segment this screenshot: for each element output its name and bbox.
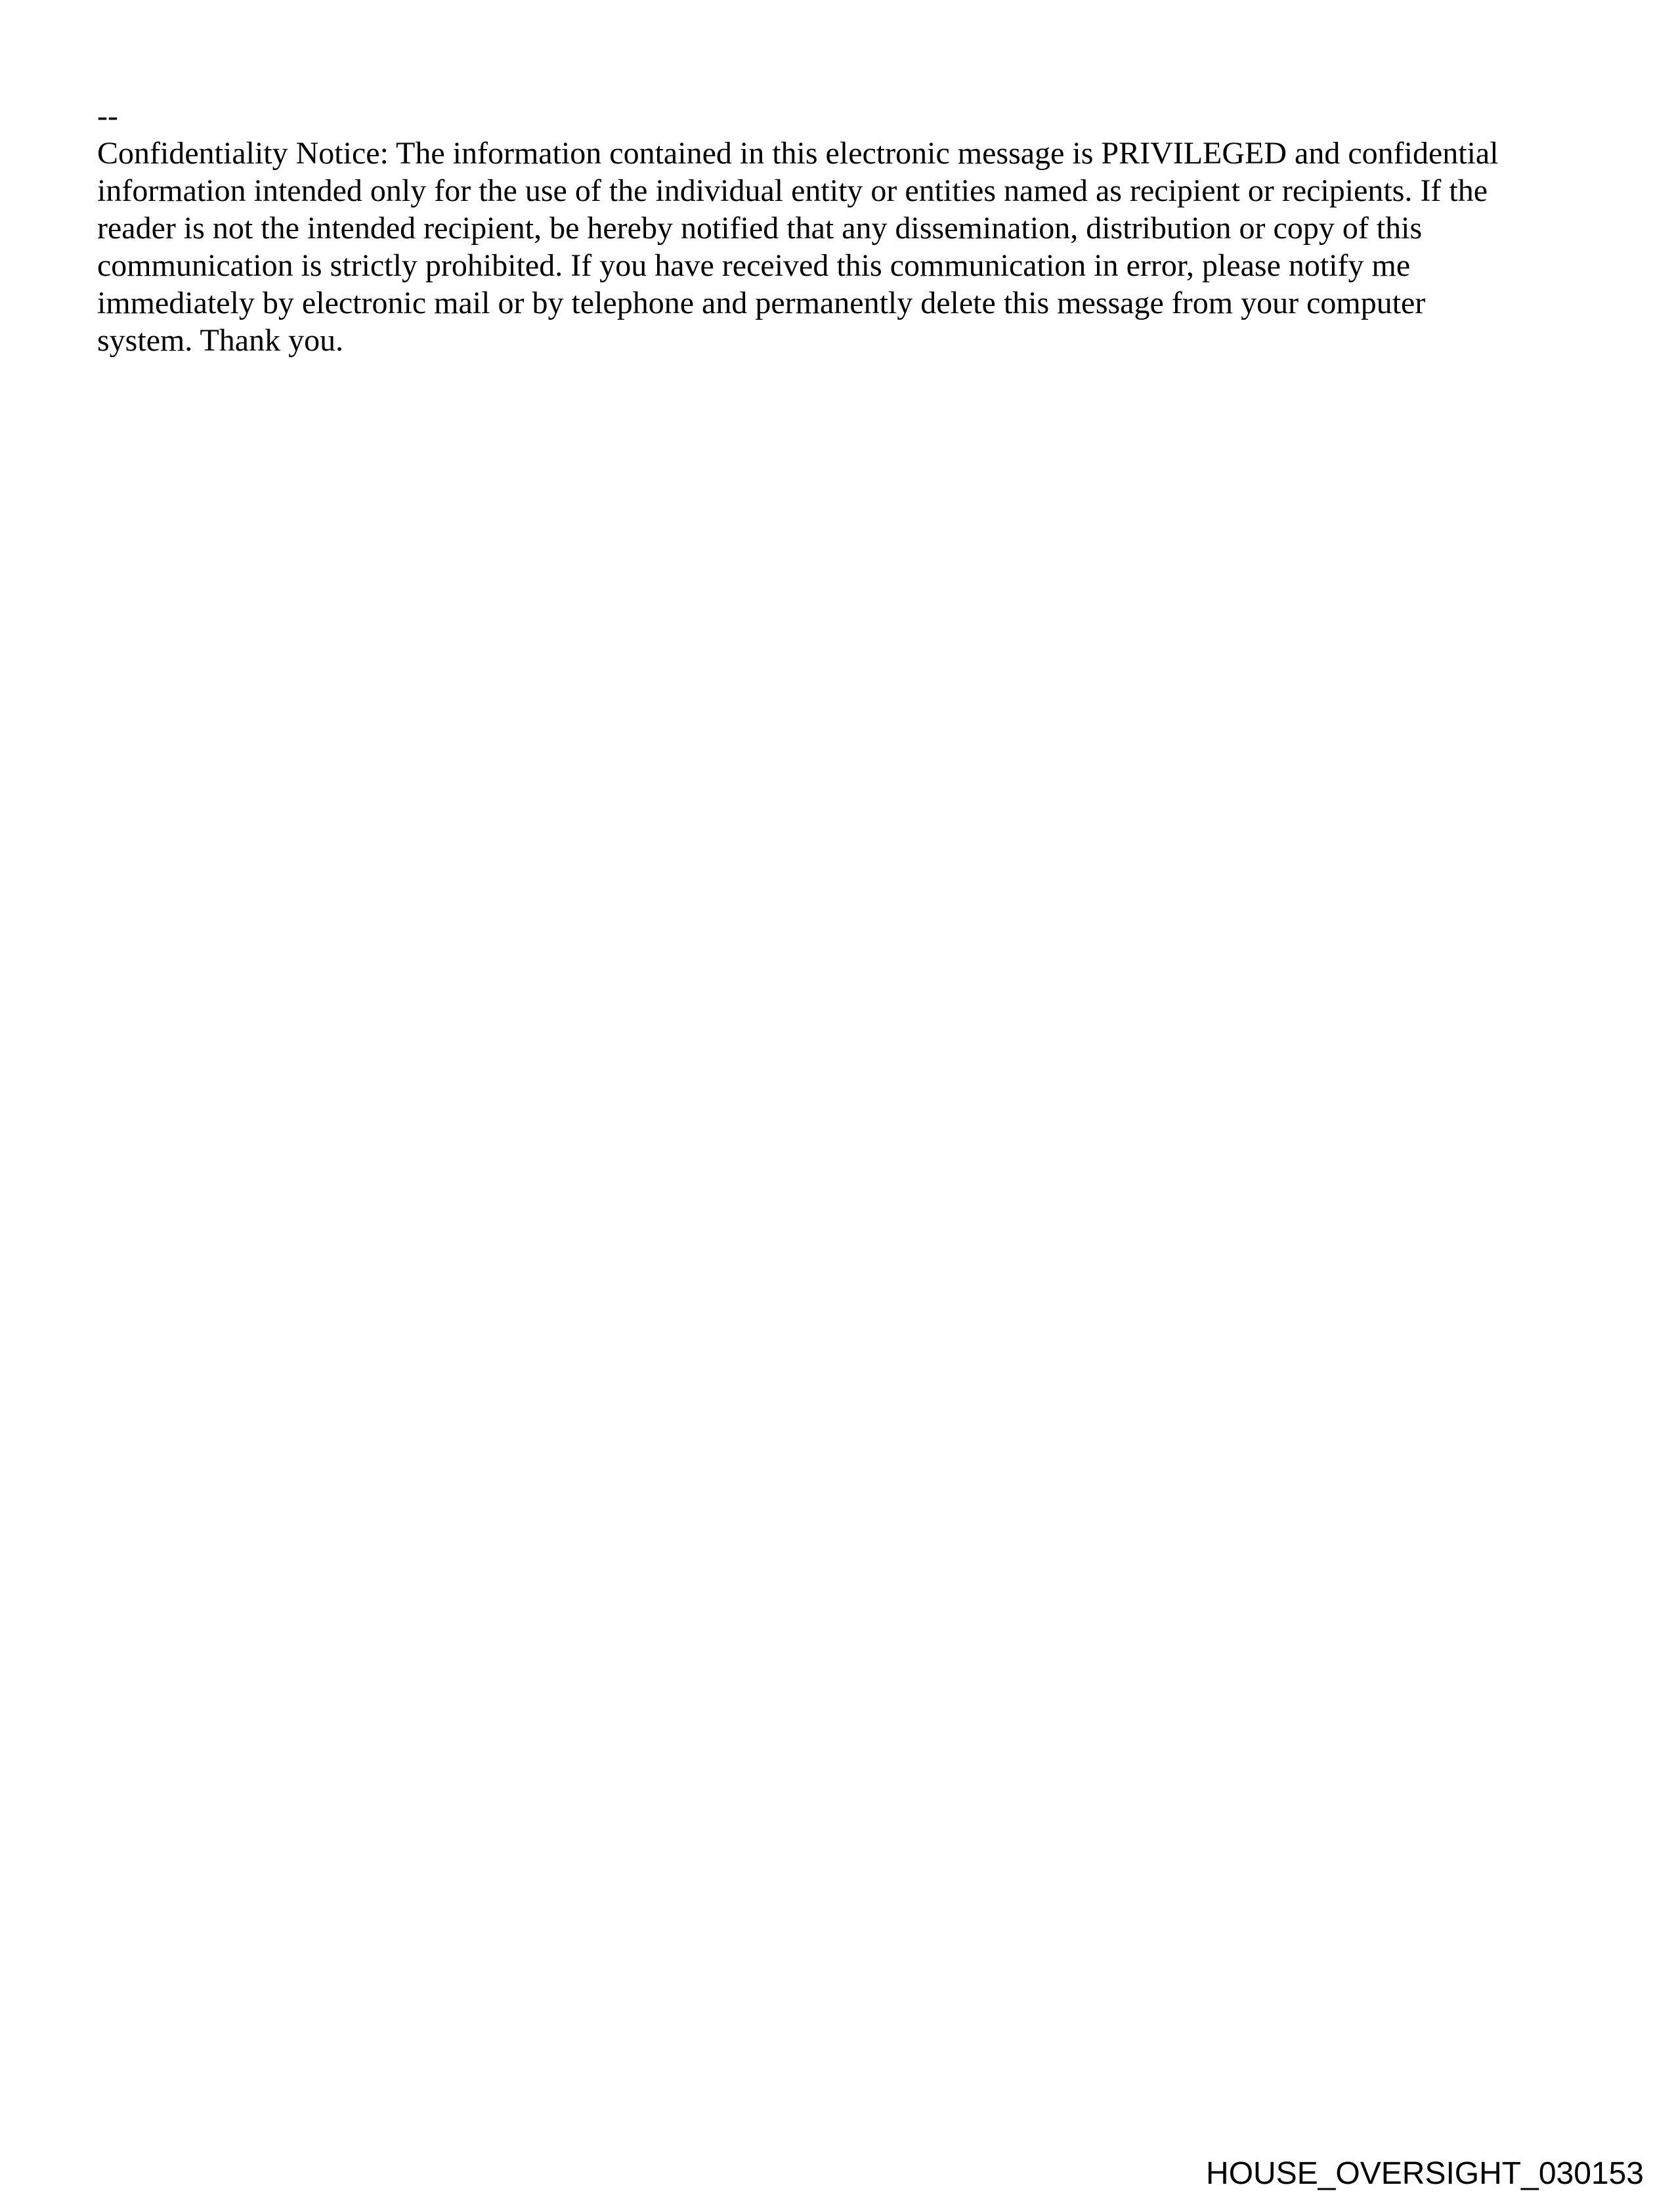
notice-line: communication is strictly prohibited. If you have received this communication in error, please notify me: [97, 248, 1411, 283]
notice-line: reader is not the intended recipient, be hereby notified that any dissemination, distribution or copy of this: [97, 211, 1423, 246]
notice-line: immediately by electronic mail or by telephone and permanently delete this message from your computer: [97, 286, 1426, 320]
email-signature-block: [97, 97, 1581, 359]
confidentiality-notice: [97, 135, 1581, 359]
bates-number: HOUSE_OVERSIGHT_030153: [1206, 2156, 1644, 2191]
notice-line: Confidentiality Notice: The information contained in this electronic message is PRIVILEGED and confidential: [97, 136, 1499, 171]
notice-line: information intended only for the use of the individual entity or entities named as recipient or recipients. If the: [97, 173, 1488, 208]
signature-separator: --: [97, 98, 118, 133]
notice-line: system. Thank you.: [97, 323, 344, 358]
